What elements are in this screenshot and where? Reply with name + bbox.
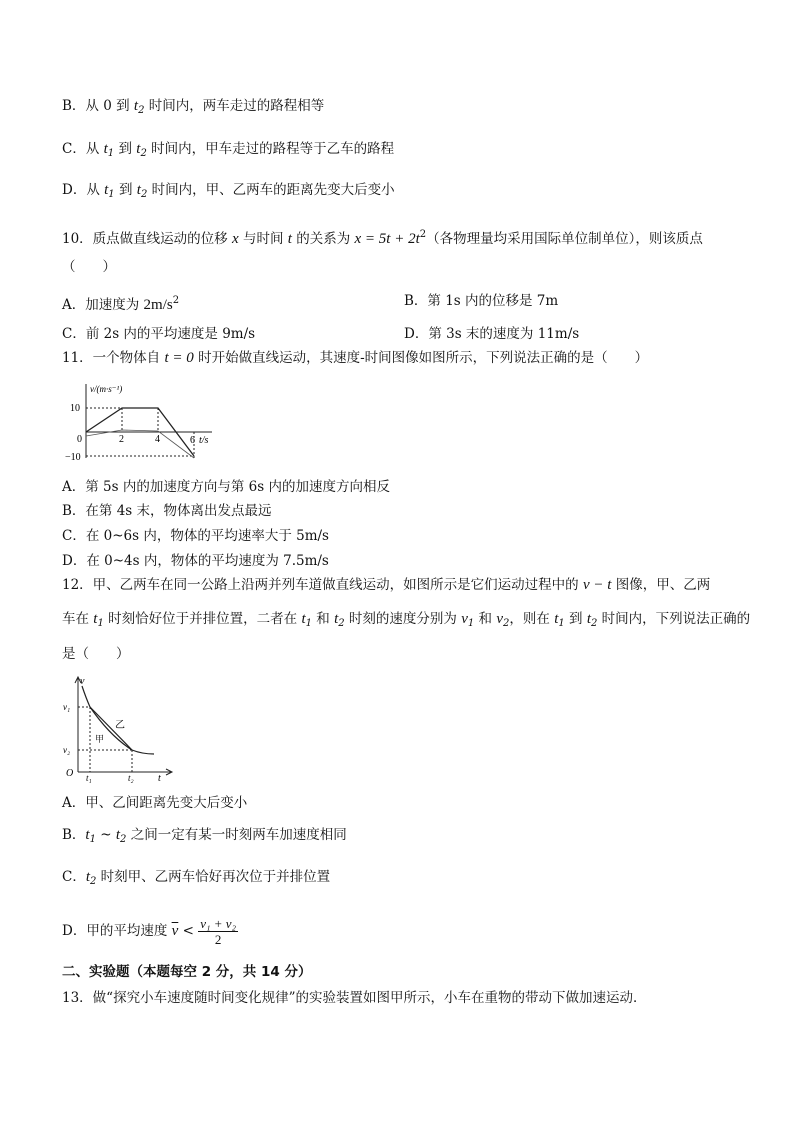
q11-option-d: D．在 0~4s 内，物体的平均速度为 7.5m/s xyxy=(62,553,329,569)
q11-option-b: B．在第 4s 末，物体离出发点最远 xyxy=(62,503,272,519)
q11-option-a: A．第 5s 内的加速度方向与第 6s 内的加速度方向相反 xyxy=(62,479,390,495)
q12-label-jia: 甲 xyxy=(95,735,105,745)
q9-option-c: C．从 $t_1$ 到 $t_2$ 时间内，甲车走过的路程等于乙车的路程 xyxy=(62,141,395,159)
q11-tick-neg10: −10 xyxy=(65,452,81,463)
q11-xlabel: t/s xyxy=(199,435,209,446)
q12-label-t: t xyxy=(158,773,161,784)
q10-answer-paren: （ ） xyxy=(62,259,116,275)
q11-vt-graph xyxy=(62,378,222,470)
q12-label-yi: 乙 xyxy=(115,720,125,731)
q12-label-t2: t₂ xyxy=(128,773,134,783)
q12-option-b: B．$t_1$ ~ $t_2$ 之间一定有某一时刻两车加速度相同 xyxy=(62,827,347,845)
q12-label-origin: O xyxy=(66,768,74,779)
q11-ylabel: v/(m·s⁻¹) xyxy=(90,384,123,394)
q10-option-c: C．前 2s 内的平均速度是 9m/s D．第 3s 末的速度为 11m/s xyxy=(62,326,580,342)
q12-label-v2: v₂ xyxy=(63,745,71,755)
q12-option-d-fraction: $\frac{\text{v₁ + v₂}}{2}$ xyxy=(200,915,237,947)
q12-label-v: v xyxy=(80,676,85,687)
q11-tick-10: 10 xyxy=(70,403,80,414)
q11-tick-4: 4 xyxy=(155,434,160,445)
q11-origin: 0 xyxy=(77,434,82,445)
q10-option-d: D．第 3s 末的速度为 11m/s xyxy=(404,326,580,342)
q12-stem-line3: 是（ ） xyxy=(62,646,130,662)
q12-stem-line2: 车在 $t_1$ 时刻恰好位于并排位置，二者在 $t_1$ 和 $t_2$ 时刻的速度分别为 $v_1$ 和 $v_2$，则在 $t_1$ 到 $t_2$ 时间内，下列说法正确的 xyxy=(62,611,751,629)
q12-option-c: C．$t_2$ 时刻甲、乙两车恰好再次位于并排位置 xyxy=(62,869,331,887)
q9-option-d: D．从 $t_1$ 到 $t_2$ 时间内，甲、乙两车的距离先变大后变小 xyxy=(62,182,395,200)
q12-option-a: A．甲、乙间距离先变大后变小 xyxy=(62,795,248,811)
q12-label-v1: v₁ xyxy=(63,702,71,712)
q11-option-c: C．在 0~6s 内，物体的平均速率大于 5m/s xyxy=(62,528,329,544)
q11-tick-2: 2 xyxy=(119,434,124,445)
q9-option-b: B．从 0 到 $t_2$ 时间内，两车走过的路程相等 xyxy=(62,98,325,116)
q12-vt-graph xyxy=(62,672,182,784)
q11-tick-6: 6 xyxy=(190,435,195,446)
q13-stem: 13．做“探究小车速度随时间变化规律”的实验装置如图甲所示，小车在重物的带动下做加速运动． xyxy=(62,990,647,1006)
q12-label-t1: t₁ xyxy=(86,773,92,783)
q11-stem: 11．一个物体自 t = 0 时开始做直线运动，其速度-时间图像如图所示，下列说法正确的是（ ） xyxy=(62,350,649,366)
q12-stem-line1: 12．甲、乙两车在同一公路上沿两并列车道做直线运动，如图所示是它们运动过程中的 v − t 图像，甲、乙两 xyxy=(62,577,711,593)
q10-stem: 10．质点做直线运动的位移 x 与时间 t 的关系为 $x = 5t + 2t^2$（各物理量均采用国际单位制单位），则该质点 xyxy=(62,229,703,247)
q12-option-d: D．甲的平均速度 $\overline{v}$ < $\frac{\text{v₁ + v₂}}{2}$ xyxy=(62,915,237,947)
q10-option-a: A．加速度为 $2m/s^2$ B．第 1s 内的位移是 7m xyxy=(62,293,559,313)
section-2-title: 二、实验题（本题每空 2 分，共 14 分） xyxy=(62,964,312,980)
q10-option-b: B．第 1s 内的位移是 7m xyxy=(404,293,559,309)
